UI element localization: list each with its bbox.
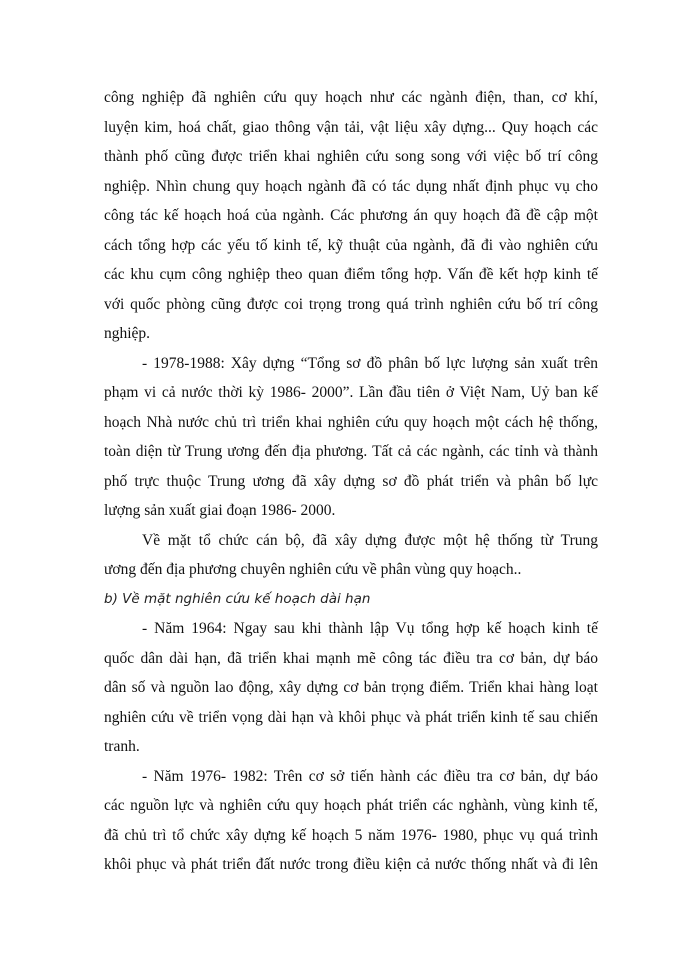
text-line: nghiệp. Nhìn chung quy hoạch ngành đã có tác dụng nhất định phục vụ cho xyxy=(104,177,598,195)
text-line: lượng sản xuất giai đoạn 1986- 2000. xyxy=(104,502,336,519)
text-line: - Năm 1964: Ngay sau khi thành lập Vụ tổng hợp kế hoạch kinh tế xyxy=(142,620,598,637)
text-line: nghiệp. xyxy=(104,325,151,342)
text-line: đã chủ trì tổ chức xây dựng kế hoạch 5 năm 1976- 1980, phục vụ quá trình xyxy=(104,826,598,844)
text-line: phố trực thuộc Trung ương đã xây dựng sơ đồ phát triển và phân bố lực xyxy=(104,472,598,490)
text-line: dân số và nguồn lao động, xây dựng cơ bản trọng điểm. Triển khai hàng loạt xyxy=(104,679,598,696)
text-line: công tác kế hoạch hoá của ngành. Các phương án quy hoạch đã đề cập một xyxy=(104,207,598,224)
text-line: luyện kim, hoá chất, giao thông vận tải, vật liệu xây dựng... Quy hoạch các xyxy=(104,118,598,136)
paragraph-1978-1988 xyxy=(104,349,598,526)
text-line: khôi phục và phát triển đất nước trong điều kiện cả nước thống nhất và đi lên xyxy=(104,856,598,873)
text-line: các khu cụm công nghiệp theo quan điểm tổng hợp. Vấn đề kết hợp kinh tế xyxy=(104,266,598,283)
text-line: nghiên cứu về triển vọng dài hạn và khôi phục và phát triển kinh tế sau chiến xyxy=(104,708,598,726)
paragraph-1976-1982 xyxy=(104,762,598,880)
text-line: Về mặt tổ chức cán bộ, đã xây dựng được một hệ thống từ Trung xyxy=(142,531,598,549)
paragraph-1964 xyxy=(104,614,598,762)
text-line: toàn diện từ Trung ương đến địa phương. Tất cả các ngành, các tỉnh và thành xyxy=(104,443,598,460)
text-line: hoạch Nhà nước chủ trì triển khai nghiên cứu quy hoạch một cách hệ thống, xyxy=(104,413,598,431)
text-line: quốc dân dài hạn, đã triển khai mạnh mẽ công tác điều tra cơ bản, dự báo xyxy=(104,649,598,667)
text-line: công nghiệp đã nghiên cứu quy hoạch như các ngành điện, than, cơ khí, xyxy=(104,89,598,106)
text-line: ương đến địa phương chuyên nghiên cứu về phân vùng quy hoạch.. xyxy=(104,561,522,578)
text-line: thành phố cũng được triển khai nghiên cứu song song với việc bố trí công xyxy=(104,148,598,165)
section-heading-b: b) Về mặt nghiên cứu kế hoạch dài hạn xyxy=(104,590,371,607)
text-line: cách tổng hợp các yếu tố kinh tế, kỹ thuật của ngành, đã đi vào nghiên cứu xyxy=(104,236,598,254)
text-line: - Năm 1976- 1982: Trên cơ sở tiến hành các điều tra cơ bản, dự báo xyxy=(142,767,598,785)
document-page xyxy=(104,83,598,880)
text-line: các nguồn lực và nghiên cứu quy hoạch phát triển các nghành, vùng kinh tế, xyxy=(104,797,598,814)
paragraph-industry-planning xyxy=(104,83,598,349)
text-line: phạm vi cả nước thời kỳ 1986- 2000”. Lần đầu tiên ở Việt Nam, Uỷ ban kế xyxy=(104,384,598,401)
text-line: với quốc phòng cũng được coi trọng trong quá trình nghiên cứu bố trí công xyxy=(104,295,598,313)
text-line: - 1978-1988: Xây dựng “Tổng sơ đồ phân bố lực lượng sản xuất trên xyxy=(142,354,598,372)
text-line: tranh. xyxy=(104,738,140,755)
paragraph-organization xyxy=(104,526,598,585)
